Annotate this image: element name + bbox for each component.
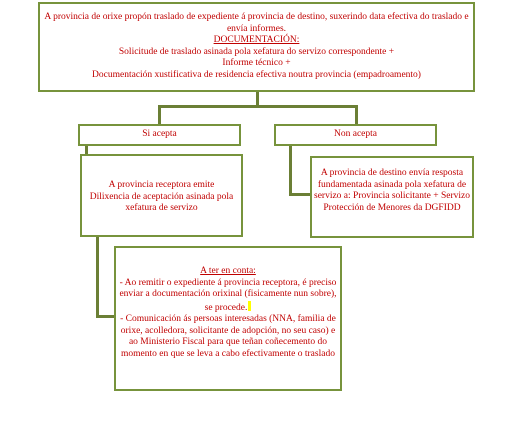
connector-reject-right [289, 193, 311, 196]
documentation-heading: DOCUMENTACIÓN: [213, 35, 300, 45]
accept-detail-text: A provincia receptora emite Dilixencia de aceptación asinada pola xefatura de servizo [89, 180, 234, 213]
accept-label: Si acepta [142, 129, 177, 139]
note-item-text: - Ao remitir o expediente á provincia receptora, é preciso enviar a documentación orixinal (fisicamente nun sobre), se procede. [119, 277, 337, 313]
origin-proposal-text: A provincia de orixe propón traslado de expediente á provincia de destino, suxerindo data efectiva do traslado e envía informes. [44, 12, 469, 34]
note-heading: A ter en conta: [200, 266, 256, 276]
reject-label-box [274, 124, 437, 146]
accept-label-box [78, 124, 241, 146]
documentation-item: Informe técnico + [222, 58, 291, 68]
reject-detail-box [310, 156, 474, 238]
connector-accept-to-note [96, 237, 99, 317]
note-box [114, 246, 342, 391]
reject-detail-text: A provincia de destino envía resposta fundamentada asinada pola xefatura de servizo a: Provincia solicitante + Servizo Protección de Menores da DGFIDD [314, 168, 470, 213]
documentation-item: Documentación xustificativa de residencia efectiva noutra provincia (empadroamento) [92, 69, 421, 80]
connector-note-right [96, 315, 116, 318]
connector-to-accept [158, 105, 161, 125]
reject-label: Non acepta [334, 129, 377, 139]
documentation-item: Solicitude de traslado asinada pola xefatura do servizo correspondente + [118, 46, 395, 57]
highlight-mark [248, 301, 251, 311]
connector-to-reject [355, 105, 358, 125]
note-item: - Comunicación ás persoas interesadas (NNA, familia de orixe, acolledora, solicitante de adopción, no seu caso) e ao Ministerio Fiscal para que teñan coñecemento do momento en que se leva a cabo efectivamente o traslado [120, 314, 336, 359]
connector-reject-down [289, 145, 292, 195]
note-item [119, 278, 337, 315]
origin-proposal-box [38, 2, 475, 92]
connector-horizontal-split [158, 105, 357, 108]
accept-detail-box [80, 154, 243, 237]
